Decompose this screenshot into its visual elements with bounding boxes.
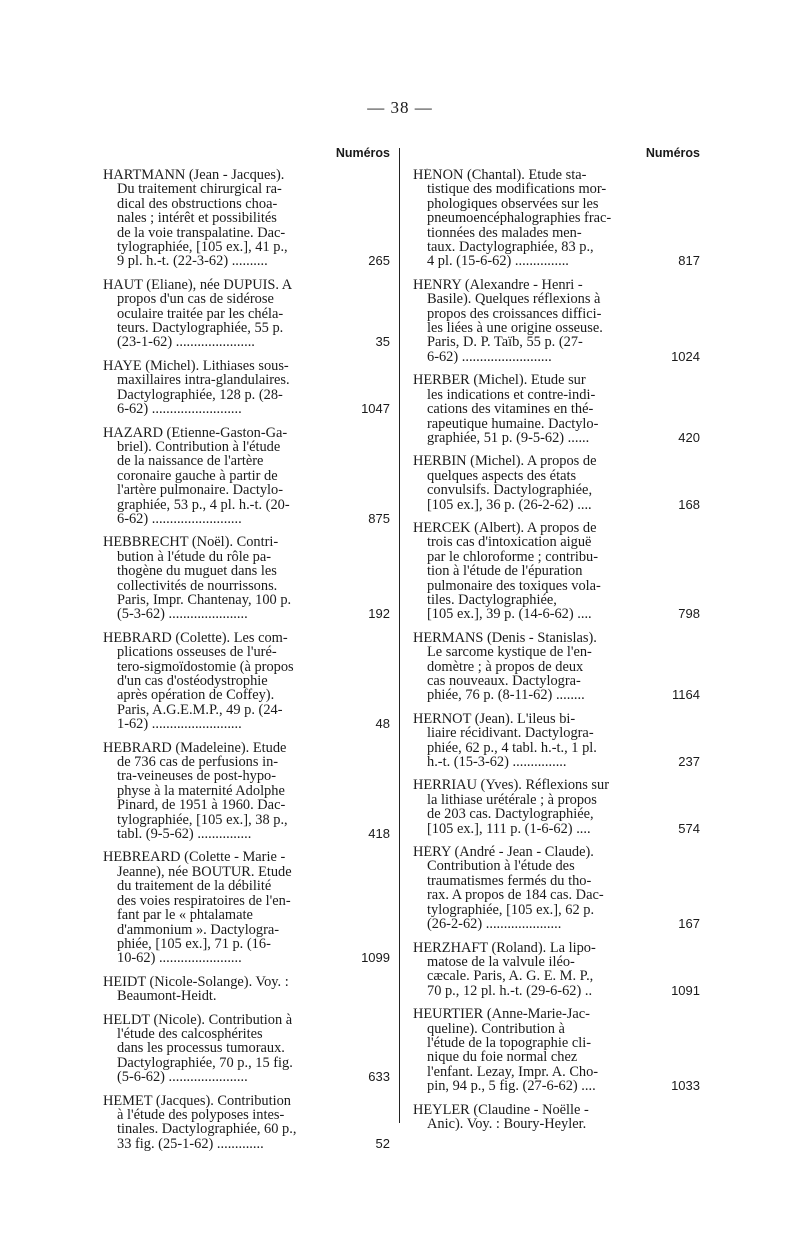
entry-text-line: matose de la valvule iléo-	[427, 954, 575, 970]
entry-text-line: d'un cas d'ostéodystrophie	[117, 674, 268, 689]
entry-text-line: tylographiée, [105 ex.], 62 p.	[427, 902, 595, 918]
entry-text-line: physe à la maternité Adolphe	[117, 783, 285, 799]
column-divider	[399, 148, 400, 1123]
entry-text-line: trois cas d'intoxication aiguë	[427, 535, 592, 550]
entry-text-line: tero-sigmoïdostomie (à propos	[117, 659, 294, 674]
index-entry	[413, 941, 698, 999]
column-header-right: Numéros	[645, 146, 700, 160]
left-column	[103, 146, 388, 1160]
entry-number: 817	[678, 253, 700, 269]
entry-text-line: à l'étude des polyposes intes-	[117, 1107, 285, 1123]
entry-number: 35	[375, 334, 390, 350]
entry-text-line: graphiée, 51 p. (9-5-62) ......	[427, 430, 590, 446]
entry-text-line: tion à l'étude de l'épuration	[427, 564, 583, 579]
entry-text-line: l'artère pulmonaire. Dactylo-	[117, 483, 284, 498]
index-entry	[413, 373, 698, 445]
entry-text-line: après opération de Coffey).	[117, 688, 275, 703]
entry-heading-line: HERBER (Michel). Etude sur	[413, 373, 586, 388]
entry-text-line: Jeanne), née BOUTUR. Etude	[117, 864, 292, 880]
entry-text-line: 6-62) .........................	[117, 511, 242, 527]
entry-number: 798	[678, 606, 700, 622]
entry-heading-line: HEMET (Jacques). Contribution	[103, 1093, 291, 1108]
entry-number: 420	[678, 429, 700, 445]
entry-heading-line: HEBREARD (Colette - Marie -	[103, 850, 286, 865]
entry-text-line: 70 p., 12 pl. h.-t. (29-6-62) ..	[427, 983, 593, 999]
index-entry	[103, 1013, 388, 1085]
entry-text-line: plications osseuses de l'uré-	[117, 645, 277, 660]
entry-text-line: fant par le « phtalamate	[117, 908, 253, 923]
entry-text-line: [105 ex.], 39 p. (14-6-62) ....	[427, 607, 592, 622]
index-entry	[103, 631, 388, 732]
entry-number: 52	[375, 1135, 390, 1151]
entry-text-line: 6-62) .........................	[117, 402, 242, 417]
index-entry	[103, 741, 388, 842]
entry-heading-line: HEBRARD (Madeleine). Etude	[103, 740, 287, 756]
entry-text-line: propos des croissances diffici-	[427, 306, 602, 322]
entry-text-line: de la naissance de l'artère	[117, 454, 264, 469]
entry-heading-line: HEBRARD (Colette). Les com-	[103, 630, 288, 646]
entry-heading-line: HÉNON (Chantal). Etude sta-	[413, 168, 587, 183]
entry-number: 875	[368, 510, 390, 526]
entry-text-line: dical des obstructions choa-	[117, 196, 278, 212]
entry-heading-line: HAZARD (Etienne-Gaston-Ga-	[103, 425, 288, 440]
entry-text-line: thogène du muguet dans les	[117, 564, 277, 579]
entry-text-line: h.-t. (15-3-62) ...............	[427, 755, 567, 770]
entry-text-line: Paris, Impr. Chantenay, 100 p.	[117, 592, 292, 608]
entry-text-line: collectivités de nourrissons.	[117, 578, 278, 593]
entry-text-line: [105 ex.], 36 p. (26-2-62) ....	[427, 497, 592, 512]
entry-text-line: nique du foie normal chez	[427, 1050, 578, 1065]
entry-heading-line: HAUT (Eliane), née DUPUIS. A	[103, 277, 293, 293]
entry-text-line: tistique des modifications mor-	[427, 182, 607, 197]
entry-number: 265	[368, 253, 390, 269]
entry-number: 633	[368, 1069, 390, 1085]
entry-heading-line: HÉRY (André - Jean - Claude).	[413, 845, 594, 860]
entry-text-line: du traitement de la débilité	[117, 879, 272, 894]
entry-heading-line: HERZHAFT (Roland). La lipo-	[413, 940, 596, 955]
index-entry	[103, 850, 388, 965]
entry-text-line: tabl. (9-5-62) ...............	[117, 827, 252, 842]
entry-text-line: Paris, D. P. Taïb, 55 p. (27-	[427, 335, 583, 350]
entry-text-line: Du traitement chirurgical ra-	[117, 182, 282, 197]
entry-text-line: coronaire gauche à partir de	[117, 468, 278, 484]
entry-heading-line: HEIDT (Nicole-Solange). Voy. :	[103, 974, 289, 990]
entry-number: 418	[368, 826, 390, 842]
entry-text-line: graphiée, 53 p., 4 pl. h.-t. (20-	[117, 497, 290, 512]
entry-heading-line: HARTMANN (Jean - Jacques).	[103, 168, 285, 183]
entry-text-line: taux. Dactylographiée, 83 p.,	[427, 240, 594, 255]
entry-text-line: bution à l'étude du rôle pa-	[117, 549, 272, 565]
entry-number: 167	[678, 916, 700, 932]
entry-number: 574	[678, 820, 700, 836]
left-entry-list	[103, 168, 388, 1151]
page-number: — 38 —	[367, 98, 433, 117]
entry-number: 192	[368, 606, 390, 622]
entry-text-line: [105 ex.], 111 p. (1-6-62) ....	[427, 821, 591, 837]
entry-text-line: par le chloroforme ; contribu-	[427, 549, 599, 565]
entry-text-line: domètre ; à propos de deux	[427, 659, 584, 674]
entry-text-line: tra-veineuses de post-hypo-	[117, 769, 277, 784]
entry-text-line: Beaumont-Heidt.	[117, 989, 217, 1004]
entry-number: 1024	[671, 348, 700, 364]
index-entry	[103, 359, 388, 417]
entry-text-line: (5-3-62) ......................	[117, 607, 248, 622]
index-entry	[413, 631, 698, 703]
entry-text-line: cas nouveaux. Dactylogra-	[427, 674, 581, 689]
entry-text-line: tionnées des malades men-	[427, 225, 582, 241]
entry-text-line: queline). Contribution à	[427, 1021, 565, 1036]
entry-text-line: tinales. Dactylographiée, 60 p.,	[117, 1122, 297, 1137]
entry-text-line: (26-2-62) .....................	[427, 917, 562, 932]
entry-text-line: (5-6-62) ......................	[117, 1070, 248, 1085]
entry-heading-line: HERCEK (Albert). A propos de	[413, 520, 597, 536]
entry-heading-line: HELDT (Nicole). Contribution à	[103, 1012, 293, 1027]
index-entry	[413, 168, 698, 269]
index-entry	[103, 168, 388, 269]
entry-text-line: traumatismes fermés du tho-	[427, 873, 592, 889]
entry-number: 237	[678, 754, 700, 770]
entry-text-line: les indications et contre-indi-	[427, 387, 596, 403]
entry-text-line: pneumoencéphalographies frac-	[427, 211, 612, 226]
index-entry	[413, 1007, 698, 1093]
entry-text-line: Paris, A.G.E.M.P., 49 p. (24-	[117, 702, 283, 718]
entry-text-line: propos d'un cas de sidérose	[117, 292, 274, 307]
entry-number: 1164	[672, 687, 700, 703]
entry-text-line: d'ammonium ». Dactylogra-	[117, 922, 280, 937]
entry-text-line: pin, 94 p., 5 fig. (27-6-62) ....	[427, 1079, 596, 1094]
entry-heading-line: HEBBRECHT (Noël). Contri-	[103, 535, 279, 550]
entry-number: 1047	[361, 401, 390, 417]
entry-text-line: rapeutique humaine. Dactylo-	[427, 416, 599, 431]
entry-number: 1091	[671, 982, 700, 998]
entry-heading-line: HERBIN (Michel). A propos de	[413, 454, 597, 469]
entry-text-line: nales ; intérêt et possibilités	[117, 211, 277, 226]
entry-text-line: convulsifs. Dactylographiée,	[427, 483, 593, 498]
entry-text-line: tylographiée, [105 ex.], 38 p.,	[117, 812, 288, 828]
entry-text-line: des voies respiratoires de l'en-	[117, 893, 291, 909]
entry-text-line: pulmonaire des toxiques vola-	[427, 578, 601, 593]
entry-text-line: Anic). Voy. : Boury-Heyler.	[427, 1116, 587, 1132]
index-entry	[413, 454, 698, 512]
entry-text-line: Dactylographiée, 128 p. (28-	[117, 387, 283, 403]
entry-text-line: tiles. Dactylographiée,	[427, 592, 557, 608]
entry-text-line: l'étude des calcosphérites	[117, 1026, 263, 1042]
index-entry	[413, 845, 698, 931]
entry-text-line: 33 fig. (25-1-62) .............	[117, 1136, 264, 1152]
entry-heading-line: HERRIAU (Yves). Réflexions sur	[413, 778, 610, 793]
entry-text-line: Basile). Quelques réflexions à	[427, 292, 601, 307]
entry-text-line: 1-62) .........................	[117, 717, 242, 732]
entry-text-line: l'enfant. Lezay, Impr. A. Cho-	[427, 1064, 599, 1080]
entry-text-line: liaire récidivant. Dactylogra-	[427, 726, 594, 741]
entry-text-line: Dactylographiée, 70 p., 15 fig.	[117, 1055, 293, 1071]
entry-text-line: briel). Contribution à l'étude	[117, 439, 281, 455]
entry-text-line: rax. A propos de 184 cas. Dac-	[427, 888, 604, 903]
entry-number: 48	[375, 716, 390, 732]
entry-text-line: la lithiase urétérale ; à propos	[427, 792, 597, 808]
entry-text-line: dans les processus tumoraux.	[117, 1041, 285, 1056]
entry-heading-line: HEYLER (Claudine - Noëlle -	[413, 1102, 589, 1117]
entry-text-line: oculaire traitée par les chéla-	[117, 306, 284, 322]
index-entry	[413, 1103, 698, 1132]
index-entry	[103, 535, 388, 621]
entry-text-line: l'étude de la topographie cli-	[427, 1035, 592, 1051]
entry-text-line: Pinard, de 1951 à 1960. Dac-	[117, 798, 286, 813]
index-entry	[103, 426, 388, 527]
entry-text-line: de 203 cas. Dactylographiée,	[427, 807, 594, 822]
entry-text-line: (23-1-62) ......................	[117, 335, 255, 350]
entry-text-line: 6-62) .........................	[427, 349, 552, 365]
entry-heading-line: HERMANS (Denis - Stanislas).	[413, 630, 597, 646]
column-header-left: Numéros	[335, 146, 390, 160]
entry-text-line: cæcale. Paris, A. G. E. M. P.,	[427, 969, 594, 984]
entry-text-line: quelques aspects des états	[427, 468, 577, 484]
entry-text-line: cations des vitamines en thé-	[427, 402, 594, 417]
entry-text-line: de 736 cas de perfusions in-	[117, 755, 279, 770]
entry-text-line: Contribution à l'étude des	[427, 859, 575, 874]
entry-text-line: tylographiée, [105 ex.], 41 p.,	[117, 240, 288, 255]
entry-number: 1033	[671, 1078, 700, 1094]
index-entry	[413, 778, 698, 836]
index-entry	[103, 975, 388, 1004]
index-entry	[413, 521, 698, 622]
entry-text-line: phiée, 62 p., 4 tabl. h.-t., 1 pl.	[427, 740, 597, 756]
entry-number: 1099	[361, 950, 390, 966]
entry-text-line: phiée, 76 p. (8-11-62) ........	[427, 688, 585, 703]
entry-text-line: 4 pl. (15-6-62) ...............	[427, 254, 569, 269]
right-entry-list	[413, 168, 698, 1131]
entry-text-line: de la voie transpalatine. Dac-	[117, 225, 286, 241]
index-entry	[103, 1094, 388, 1152]
entry-text-line: 10-62) .......................	[117, 951, 242, 966]
entry-text-line: phologiques observées sur les	[427, 196, 599, 212]
entry-text-line: 9 pl. h.-t. (22-3-62) ..........	[117, 254, 268, 269]
entry-text-line: maxillaires intra-glandulaires.	[117, 373, 290, 388]
index-entry	[103, 278, 388, 350]
right-column	[413, 146, 698, 1140]
entry-number: 168	[678, 496, 700, 512]
entry-text-line: phiée, [105 ex.], 71 p. (16-	[117, 936, 271, 952]
entry-text-line: teurs. Dactylographiée, 55 p.	[117, 321, 284, 336]
entry-text-line: Le sarcome kystique de l'en-	[427, 645, 592, 660]
index-entry	[413, 712, 698, 770]
entry-heading-line: HAYE (Michel). Lithiases sous-	[103, 358, 289, 374]
index-entry	[413, 278, 698, 364]
entry-text-line: les liées à une origine osseuse.	[427, 321, 603, 336]
entry-heading-line: HEURTIER (Anne-Marie-Jac-	[413, 1007, 590, 1022]
entry-heading-line: HERNOT (Jean). L'ileus bi-	[413, 711, 576, 727]
entry-heading-line: HENRY (Alexandre - Henri -	[413, 277, 583, 293]
